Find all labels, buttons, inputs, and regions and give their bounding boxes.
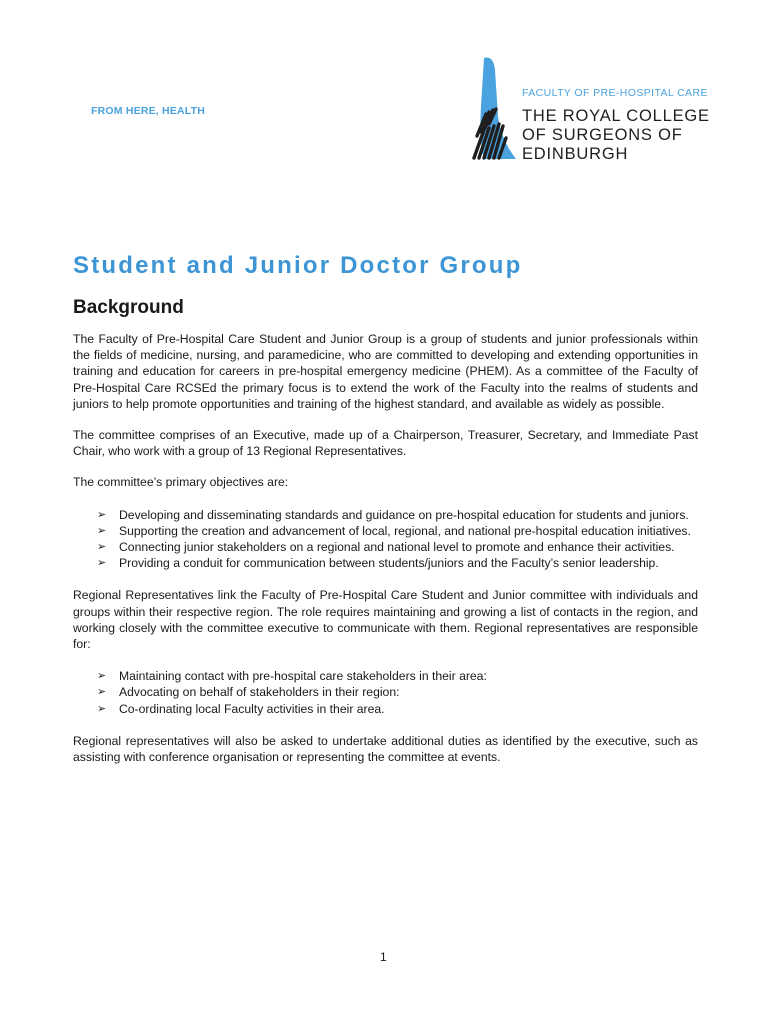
document-title: Student and Junior Doctor Group — [73, 252, 523, 279]
page-number: 1 — [380, 950, 387, 964]
responsibilities-list — [73, 668, 698, 717]
arrow-bullet-icon: ➢ — [97, 557, 107, 570]
arrow-bullet-icon: ➢ — [97, 670, 107, 683]
list-item: ➢ Maintaining contact with pre-hospital care stakeholders in their area: — [97, 669, 487, 684]
arrow-bullet-icon: ➢ — [97, 541, 107, 554]
logo-college-text — [522, 107, 710, 164]
intro-paragraph: The Faculty of Pre-Hospital Care Student and Junior Group is a group of students and junior professionals within the fields of medicine, nursing, and paramedicine, who are committed to developing and extending opportunities in training and education for careers in pre-hospital emergency medicine (PHEM). As a committee of the Faculty of Pre-Hospital Care RCSEd the primary focus is to extend the work of the Faculty into the realms of students and juniors to help promote opportunities and training of the highest standard, and available as widely as possible. — [73, 332, 698, 411]
list-item: ➢ Providing a conduit for communication between students/juniors and the Faculty’s senior leadership. — [97, 556, 659, 571]
section-heading: Background — [73, 297, 184, 318]
regional-reps-paragraph: Regional Representatives link the Faculty of Pre-Hospital Care Student and Junior committee with individuals and groups within their respective region. The role requires maintaining and growing a list of contacts in the region, and working closely with the committee executive to communicate with them. Regional representatives are responsible for: — [73, 588, 698, 652]
list-item: ➢ Connecting junior stakeholders on a regional and national level to promote and enhance their activities. — [97, 540, 675, 555]
objectives-list — [73, 507, 698, 572]
arrow-bullet-icon: ➢ — [97, 524, 107, 537]
list-item: ➢ Co-ordinating local Faculty activities in their area. — [97, 701, 385, 716]
college-logo — [470, 56, 730, 166]
tagline: FROM HERE, HEALTH — [91, 105, 206, 117]
logo-faculty-text: FACULTY OF PRE-HOSPITAL CARE — [522, 87, 708, 99]
logo-emblem-icon — [470, 56, 518, 162]
logo-college-line: OF SURGEONS OF — [522, 126, 683, 144]
arrow-bullet-icon: ➢ — [97, 508, 107, 521]
logo-college-line: EDINBURGH — [522, 145, 629, 163]
additional-duties-paragraph: Regional representatives will also be asked to undertake additional duties as identified by the executive, such as assisting with conference organisation or representing the committee at events. — [73, 733, 698, 765]
composition-paragraph: The committee comprises of an Executive, made up of a Chairperson, Treasurer, Secretary, and Immediate Past Chair, who work with a group of 13 Regional Representatives. — [73, 428, 698, 459]
list-item: ➢ Supporting the creation and advancement of local, regional, and national pre-hospital education initiatives. — [97, 523, 691, 538]
logo-college-line: THE ROYAL COLLEGE — [522, 107, 710, 125]
objectives-intro: The committee’s primary objectives are: — [73, 475, 289, 490]
list-item: ➢ Advocating on behalf of stakeholders in their region: — [97, 685, 400, 700]
arrow-bullet-icon: ➢ — [97, 686, 107, 699]
list-item: ➢ Developing and disseminating standards and guidance on pre-hospital education for students and juniors. — [97, 507, 689, 522]
arrow-bullet-icon: ➢ — [97, 702, 107, 715]
document-body — [73, 331, 698, 780]
